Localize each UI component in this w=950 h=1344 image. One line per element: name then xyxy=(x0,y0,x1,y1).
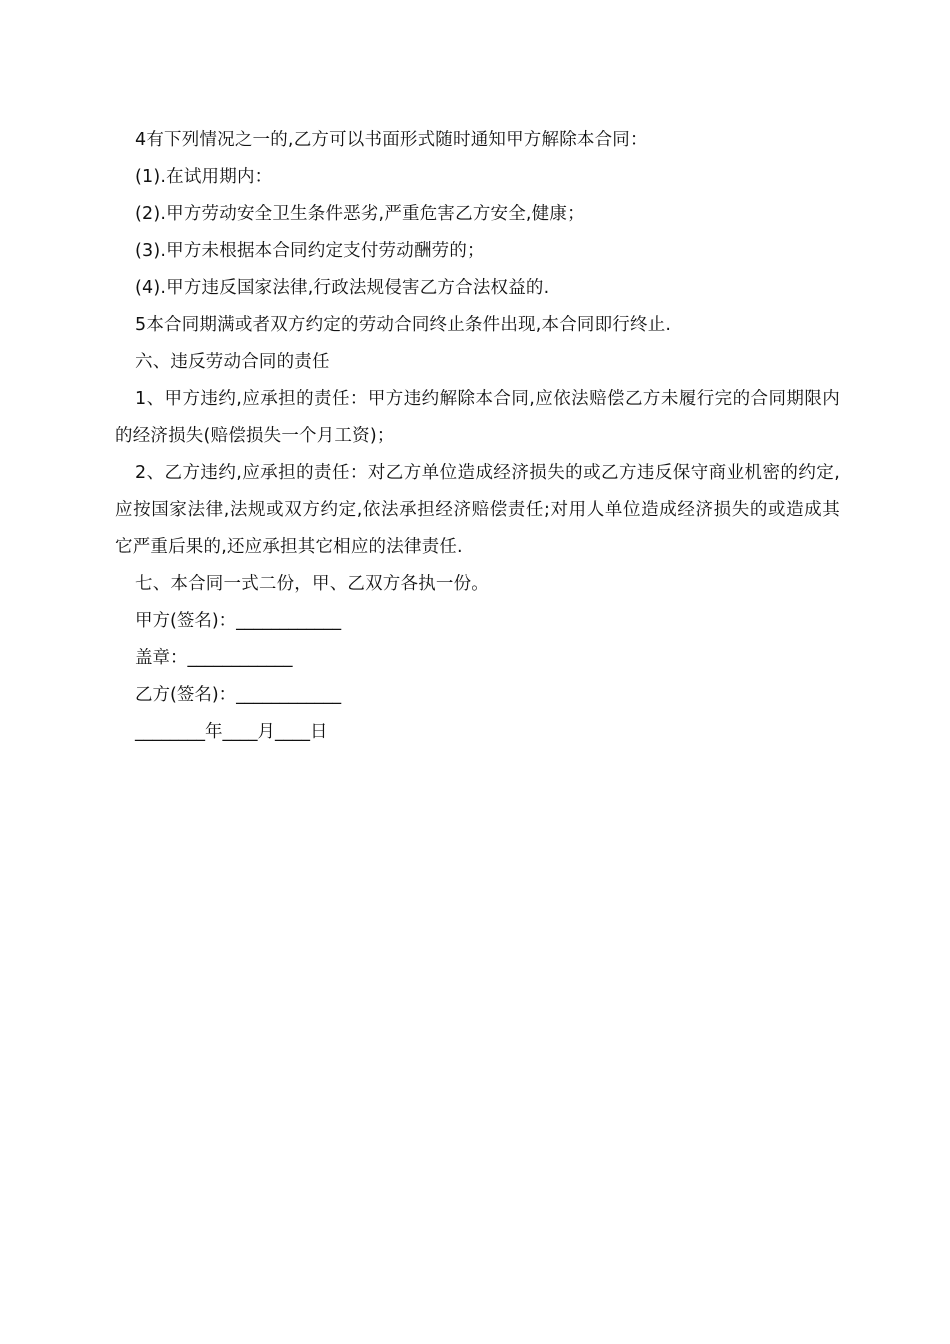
section-6-clause-2: 2、乙方违约,应承担的责任：对乙方单位造成经济损失的或乙方违反保守商业机密的约定,应按国家法律,法规或双方约定,依法承担经济赔偿责任;对用人单位造成经济损失的或造成其它严重后果的,还应承担其它相应的法律责任. xyxy=(115,463,840,557)
clause-4-item-3: (3).甲方未根据本合同约定支付劳动酬劳的； xyxy=(135,241,485,261)
clause-5: 5本合同期满或者双方约定的劳动合同终止条件出现,本合同即行终止. xyxy=(135,315,672,335)
section-6-heading: 六、违反劳动合同的责任 xyxy=(135,352,330,372)
clause-4-item-2: (2).甲方劳动安全卫生条件恶劣,严重危害乙方安全,健康； xyxy=(135,204,585,224)
party-a-signature-line: 甲方(签名)：____________ xyxy=(135,611,342,631)
seal-line: 盖章：____________ xyxy=(135,648,293,668)
section-7: 七、本合同一式二份，甲、乙双方各执一份。 xyxy=(135,574,489,594)
date-line: ________年____月____日 xyxy=(135,722,328,742)
document-body xyxy=(115,122,840,751)
party-b-signature-line: 乙方(签名)：____________ xyxy=(135,685,342,705)
section-6-clause-1: 1、甲方违约,应承担的责任：甲方违约解除本合同,应依法赔偿乙方未履行完的合同期限内的经济损失(赔偿损失一个月工资)； xyxy=(115,389,840,446)
clause-4-item-4: (4).甲方违反国家法律,行政法规侵害乙方合法权益的. xyxy=(135,278,550,298)
clause-4-intro: 4有下列情况之一的,乙方可以书面形式随时通知甲方解除本合同： xyxy=(135,130,648,150)
clause-4-item-1: (1).在试用期内： xyxy=(135,167,273,187)
